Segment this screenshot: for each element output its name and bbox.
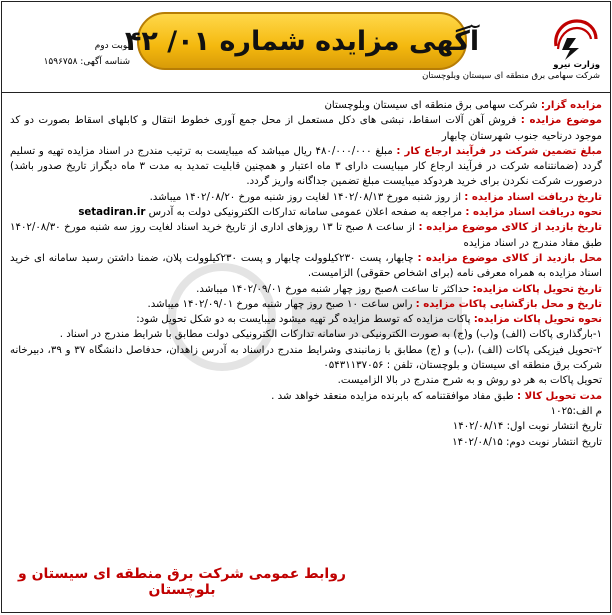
list-item: ۲-تحویل فیزیکی پاکات (الف) ،(ب) و (ج) مطابق با زمانبندی وشرایط مندرج دراسناد به آدرس زاهدان، حدفاصل دانشگاه ۳۷ و ۳۹، دبیرخانه شرکت برق منطقه ای سیستان و بلوچستان، تلفن : ۰۵۴۳۱۱۳۷۰۵۶: [10, 344, 603, 372]
subject-value: فروش آهن آلات اسقاط، نبشی های دکل مستعمل از محل جمع آوری خطوط انتقال و کابلهای اسقاط بصورت دو کد موجود درناحیه جنوب شهرستان چابهار: [10, 115, 602, 142]
receive-date-line: [10, 190, 602, 205]
auctioneer-label: مزایده گزار:: [540, 100, 602, 111]
guarantee-value: مبلغ ۴۸۰/۰۰۰/۰۰۰ ریال میباشد که میبایست به ترتیب مندرج در اسناد مزایده تهیه و تسلیم گردد (ضمانتنامه شرکت در فرآیند ارجاع کار میبایست دارای ۳ ماه اعتبار و همچنین قابلیت تمدید به مدت ۳ ماه دیگراز تاریخ صدور باشد) درصورت شرکت نکردن برای خرید هردوکد میبایست مبلغ تضمین جداگانه واریز گردد.: [10, 145, 602, 188]
round-label: نوبت دوم: [94, 41, 130, 51]
delivery-date-line: [10, 282, 602, 297]
visit-time-value: از ساعت ۸ صبح تا ۱۳ روزهای اداری از تاریخ خرید اسناد لغایت روز سه شنبه مورخ ۱۴۰۲/۰۸/۳۰ طبق مفاد مندرج در اسناد مزایده: [10, 222, 602, 249]
guarantee-line: [10, 144, 602, 190]
receive-date-value: از روز شنبه مورخ ۱۴۰۲/۰۸/۱۳ لغایت روز شنبه مورخ ۱۴۰۲/۰۸/۲۰ میباشد.: [149, 191, 465, 203]
subject-label: موضوع مزایده :: [520, 115, 602, 127]
packet-delivery-line: [10, 312, 602, 327]
receive-method-line: [10, 205, 602, 220]
guarantee-label: مبلغ تضمین شرکت در فرآیند ارجاع کار :: [396, 145, 602, 157]
notice-page: [1, 1, 611, 613]
visit-time-label: تاریخ بازدید از کالای موضوع مزایده :: [418, 222, 602, 234]
auctioneer-value: شرکت سهامی برق منطقه ای سیستان وبلوچستان: [324, 100, 541, 111]
notice-meta: [10, 38, 130, 70]
visit-place-label: محل بازدید از کالای موضوع مزایده :: [417, 252, 603, 264]
notice-body: [10, 98, 602, 450]
visit-time-line: [10, 220, 602, 251]
goods-delivery-line: [10, 389, 602, 404]
goods-delivery-label: مدت تحویل کالا :: [517, 390, 602, 402]
goods-delivery-value: طبق مفاد موافقتنامه که بابرنده مزایده منعقد خواهد شد .: [271, 390, 518, 402]
receive-method-value: مراجعه به صفحه اعلان عمومی سامانه تدارکات الکترونیکی دولت به آدرس: [148, 207, 466, 219]
header: [2, 2, 610, 93]
public-relations-signature: روابط عمومی شرکت برق منطقه ای سیستان و بلوچستان: [18, 566, 346, 598]
website-link[interactable]: setadiran.ir: [78, 207, 146, 219]
list-item: ۱-بارگذاری پاکات (الف) و(ب) و(ج) به صورت الکترونیکی در سامانه تدارکات الکترونیکی دولت مطابق با شرایط مندرج در اسناد .: [59, 329, 602, 341]
receive-date-label: تاریخ دریافت اسناد مزایده :: [464, 191, 602, 203]
reference-number: م الف:۱۰۲۵: [550, 405, 602, 417]
organization-caption: [370, 60, 600, 82]
org-ministry: وزارت نیرو: [553, 60, 600, 70]
auctioneer-line: [10, 98, 602, 113]
list-item: تحویل پاکات به هر دو روش و به شرح مندرج در بالا الزامیست.: [337, 375, 602, 387]
delivery-date-label: تاریخ تحویل پاکات مزایده:: [472, 283, 602, 295]
first-publish-date: تاریخ انتشار نوبت اول: ۱۴۰۲/۰۸/۱۴: [452, 421, 602, 433]
power-utility-logo-icon: [550, 16, 600, 62]
receive-method-label: نحوه دریافت اسناد مزایده :: [465, 207, 602, 219]
delivery-date-value: حداکثر تا ساعت ۸صبح روز چهار شنبه مورخ ۱۴۰۲/۰۹/۰۱ میباشد.: [196, 283, 473, 295]
second-publish-date: تاریخ انتشار نوبت دوم: ۱۴۰۲/۰۸/۱۵: [452, 436, 602, 448]
visit-place-line: [10, 251, 602, 282]
visit-place-value: چابهار، پست ۲۳۰کیلوولت چابهار و پست ۲۳۰کیلوولت پلان، ضمنا داشتن رسید سامانه ای خرید اسناد مزایده به همراه معرفی نامه (برای اشخاص حقوقی) الزامیست.: [10, 252, 602, 280]
packet-delivery-value: پاکات مزایده که توسط مزایده گر تهیه میشود میبایست به دو شکل تحویل شود:: [136, 314, 474, 326]
org-company: شرکت سهامی برق منطقه ای سیستان وبلوچستان: [422, 71, 600, 81]
ad-id: شناسه آگهی: ۱۵۹۶۷۵۸: [43, 57, 130, 67]
subject-line: [10, 113, 602, 144]
packet-delivery-label: نحوه تحویل پاکات مزایده:: [473, 314, 602, 326]
page-title: آگهی مزایده شماره ۰۱/ ۴۲: [124, 25, 480, 57]
opening-value: راس ساعت ۱۰ صبح روز چهار شنبه مورخ ۱۴۰۲/۰۹/۰۱ میباشد.: [147, 298, 416, 310]
opening-label: تاریخ و محل بازگشایی پاکات مزایده :: [415, 298, 602, 310]
opening-line: [10, 297, 602, 312]
